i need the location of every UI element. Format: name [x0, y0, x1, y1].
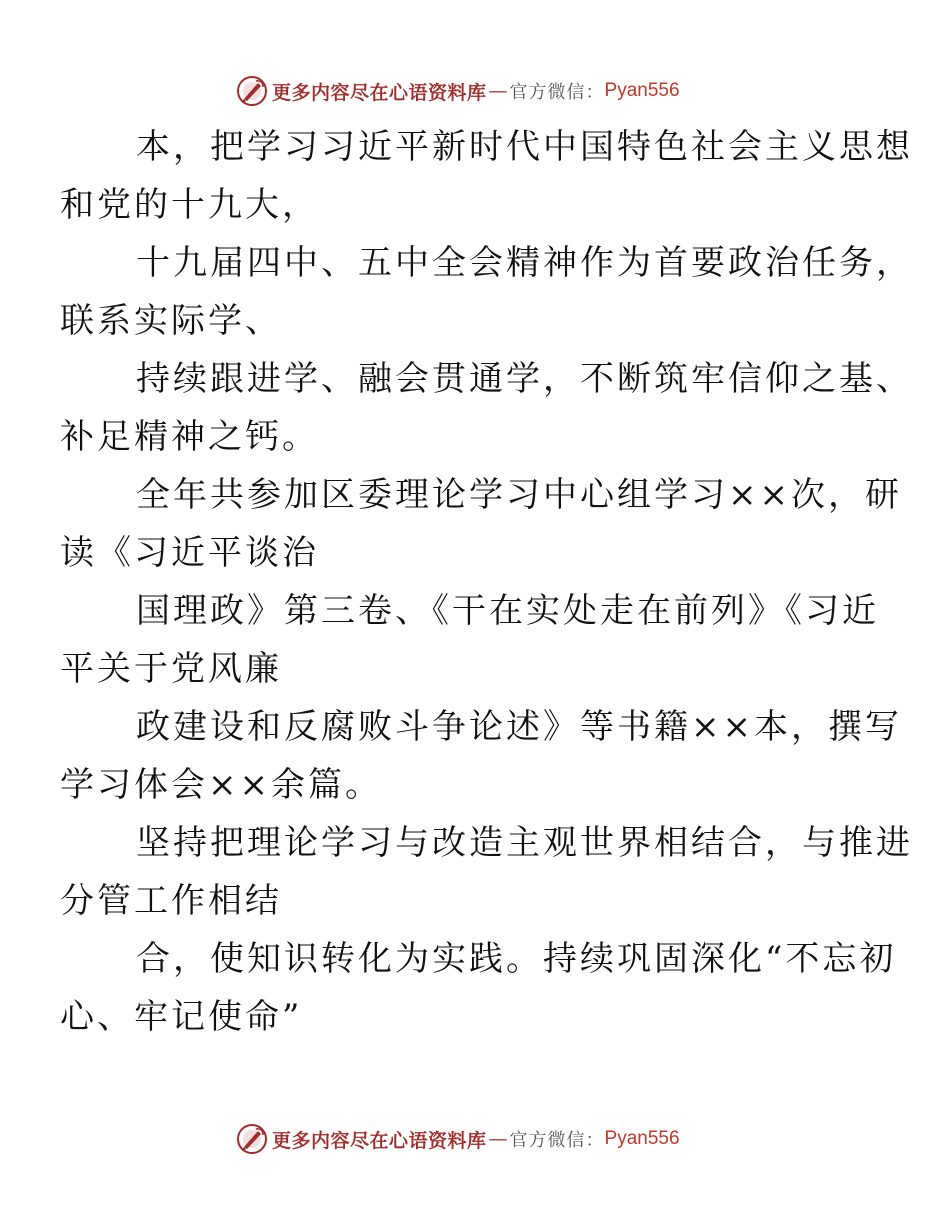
paragraph: [60, 698, 902, 814]
document-body: [60, 118, 913, 1046]
paragraph-line: 坚持把理论学习与改造主观世界相结合，与推进: [136, 823, 913, 863]
paragraph-line: 联系实际学、: [60, 301, 282, 341]
paragraph-line: 分管工作相结: [60, 881, 282, 921]
paragraph-line: 平关于党风廉: [60, 649, 282, 689]
paragraph: [60, 234, 913, 350]
banner-brand-text: 更多内容尽在心语资料库: [272, 81, 487, 104]
paragraph-line: 和党的十九大，: [60, 185, 319, 225]
paragraph-line: 合，使知识转化为实践。持续巩固深化“不忘初: [136, 939, 897, 979]
banner-official-label: 官方微信：: [509, 1130, 605, 1151]
banner-wechat-id: Pyan556: [604, 1128, 680, 1149]
paragraph: [60, 118, 913, 234]
footer-watermark-banner: [236, 1122, 680, 1156]
banner-official-label: 官方微信：: [509, 82, 605, 103]
banner-wechat-id: Pyan556: [604, 80, 680, 101]
paragraph-line: 补足精神之钙。: [60, 417, 319, 457]
paragraph-line: 持续跟进学、融会贯通学，不断筑牢信仰之基、: [136, 359, 913, 399]
paragraph: [60, 350, 913, 466]
paragraph: [60, 814, 913, 930]
paragraph-line: 学习体会××余篇。: [60, 765, 382, 805]
paragraph-line: 十九届四中、五中全会精神作为首要政治任务，: [136, 243, 913, 283]
quill-pen-icon: [236, 75, 268, 107]
paragraph: [60, 466, 902, 582]
paragraph-line: 国理政》第三卷、《干在实处走在前列》《习近: [136, 591, 879, 631]
paragraph-line: 心、牢记使命”: [60, 997, 303, 1037]
paragraph-line: 全年共参加区委理论学习中心组学习××次，研: [136, 475, 902, 515]
banner-separator: —: [488, 1128, 508, 1150]
quill-pen-icon: [236, 1123, 268, 1155]
paragraph-line: 读《习近平谈治: [60, 533, 319, 573]
paragraph-line: 政建设和反腐败斗争论述》等书籍××本，撰写: [136, 707, 902, 747]
banner-separator: —: [488, 80, 508, 102]
paragraph: [60, 582, 879, 698]
banner-brand-text: 更多内容尽在心语资料库: [272, 1129, 487, 1152]
paragraph-line: 本，把学习习近平新时代中国特色社会主义思想: [136, 127, 913, 167]
header-watermark-banner: [236, 74, 680, 108]
paragraph: [60, 930, 897, 1046]
